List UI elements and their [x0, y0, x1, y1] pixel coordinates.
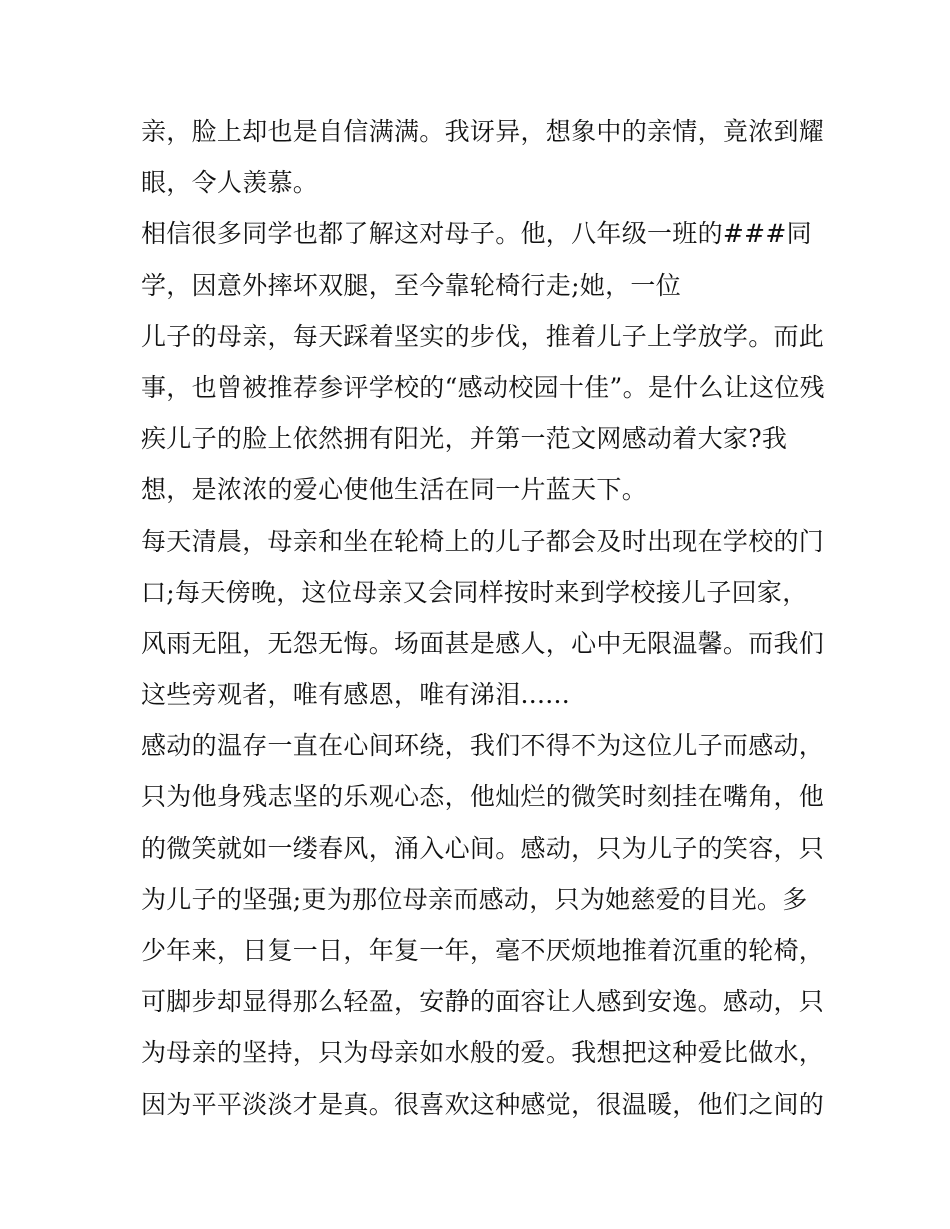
text-line: 为儿子的坚强;更为那位母亲而感动，只为她慈爱的目光。多 — [141, 884, 808, 914]
text-line: 事，也曾被推荐参评学校的“感动校园十佳”。是什么让这位残 — [141, 372, 825, 402]
text-line: 儿子的母亲，每天踩着坚实的步伐，推着儿子上学放学。而此 — [141, 321, 825, 351]
text-line: 可脚步却显得那么轻盈，安静的面容让人感到安逸。感动，只 — [141, 987, 825, 1017]
text-line: 风雨无阻，无怨无悔。场面甚是感人，心中无限温馨。而我们 — [141, 628, 825, 658]
text-line: 感动的温存一直在心间环绕，我们不得不为这位儿子而感动， — [141, 731, 825, 761]
text-line: 亲，脸上却也是自信满满。我讶异，想象中的亲情，竟浓到耀 — [141, 117, 825, 146]
text-line: 学，因意外摔坏双腿，至今靠轮椅行走;她，一位 — [141, 270, 682, 300]
text-line: 每天清晨，母亲和坐在轮椅上的儿子都会及时出现在学校的门 — [141, 526, 825, 556]
text-line: 只为他身残志坚的乐观心态，他灿烂的微笑时刻挂在嘴角，他 — [141, 782, 825, 812]
essay-text — [141, 106, 831, 1130]
text-line: 少年来，日复一日，年复一年，毫不厌烦地推着沉重的轮椅， — [141, 936, 825, 965]
text-line: 这些旁观者，唯有感恩，唯有涕泪...... — [141, 680, 570, 710]
text-line: 为母亲的坚持，只为母亲如水般的爱。我想把这种爱比做水， — [141, 1038, 825, 1068]
text-line: 因为平平淡淡才是真。很喜欢这种感觉，很温暖，他们之间的 — [141, 1089, 825, 1119]
text-line: 疾儿子的脸上依然拥有阳光，并第一范文网感动着大家?我 — [141, 424, 788, 454]
text-line: 口;每天傍晚，这位母亲又会同样按时来到学校接儿子回家， — [141, 577, 808, 607]
text-line: 眼，令人羡慕。 — [141, 168, 319, 198]
text-line: 的微笑就如一缕春风，涌入心间。感动，只为儿子的笑容，只 — [141, 833, 825, 863]
text-line: 想，是浓浓的爱心使他生活在同一片蓝天下。 — [141, 475, 648, 505]
text-line: 相信很多同学也都了解这对母子。他，八年级一班的###同 — [141, 219, 812, 249]
